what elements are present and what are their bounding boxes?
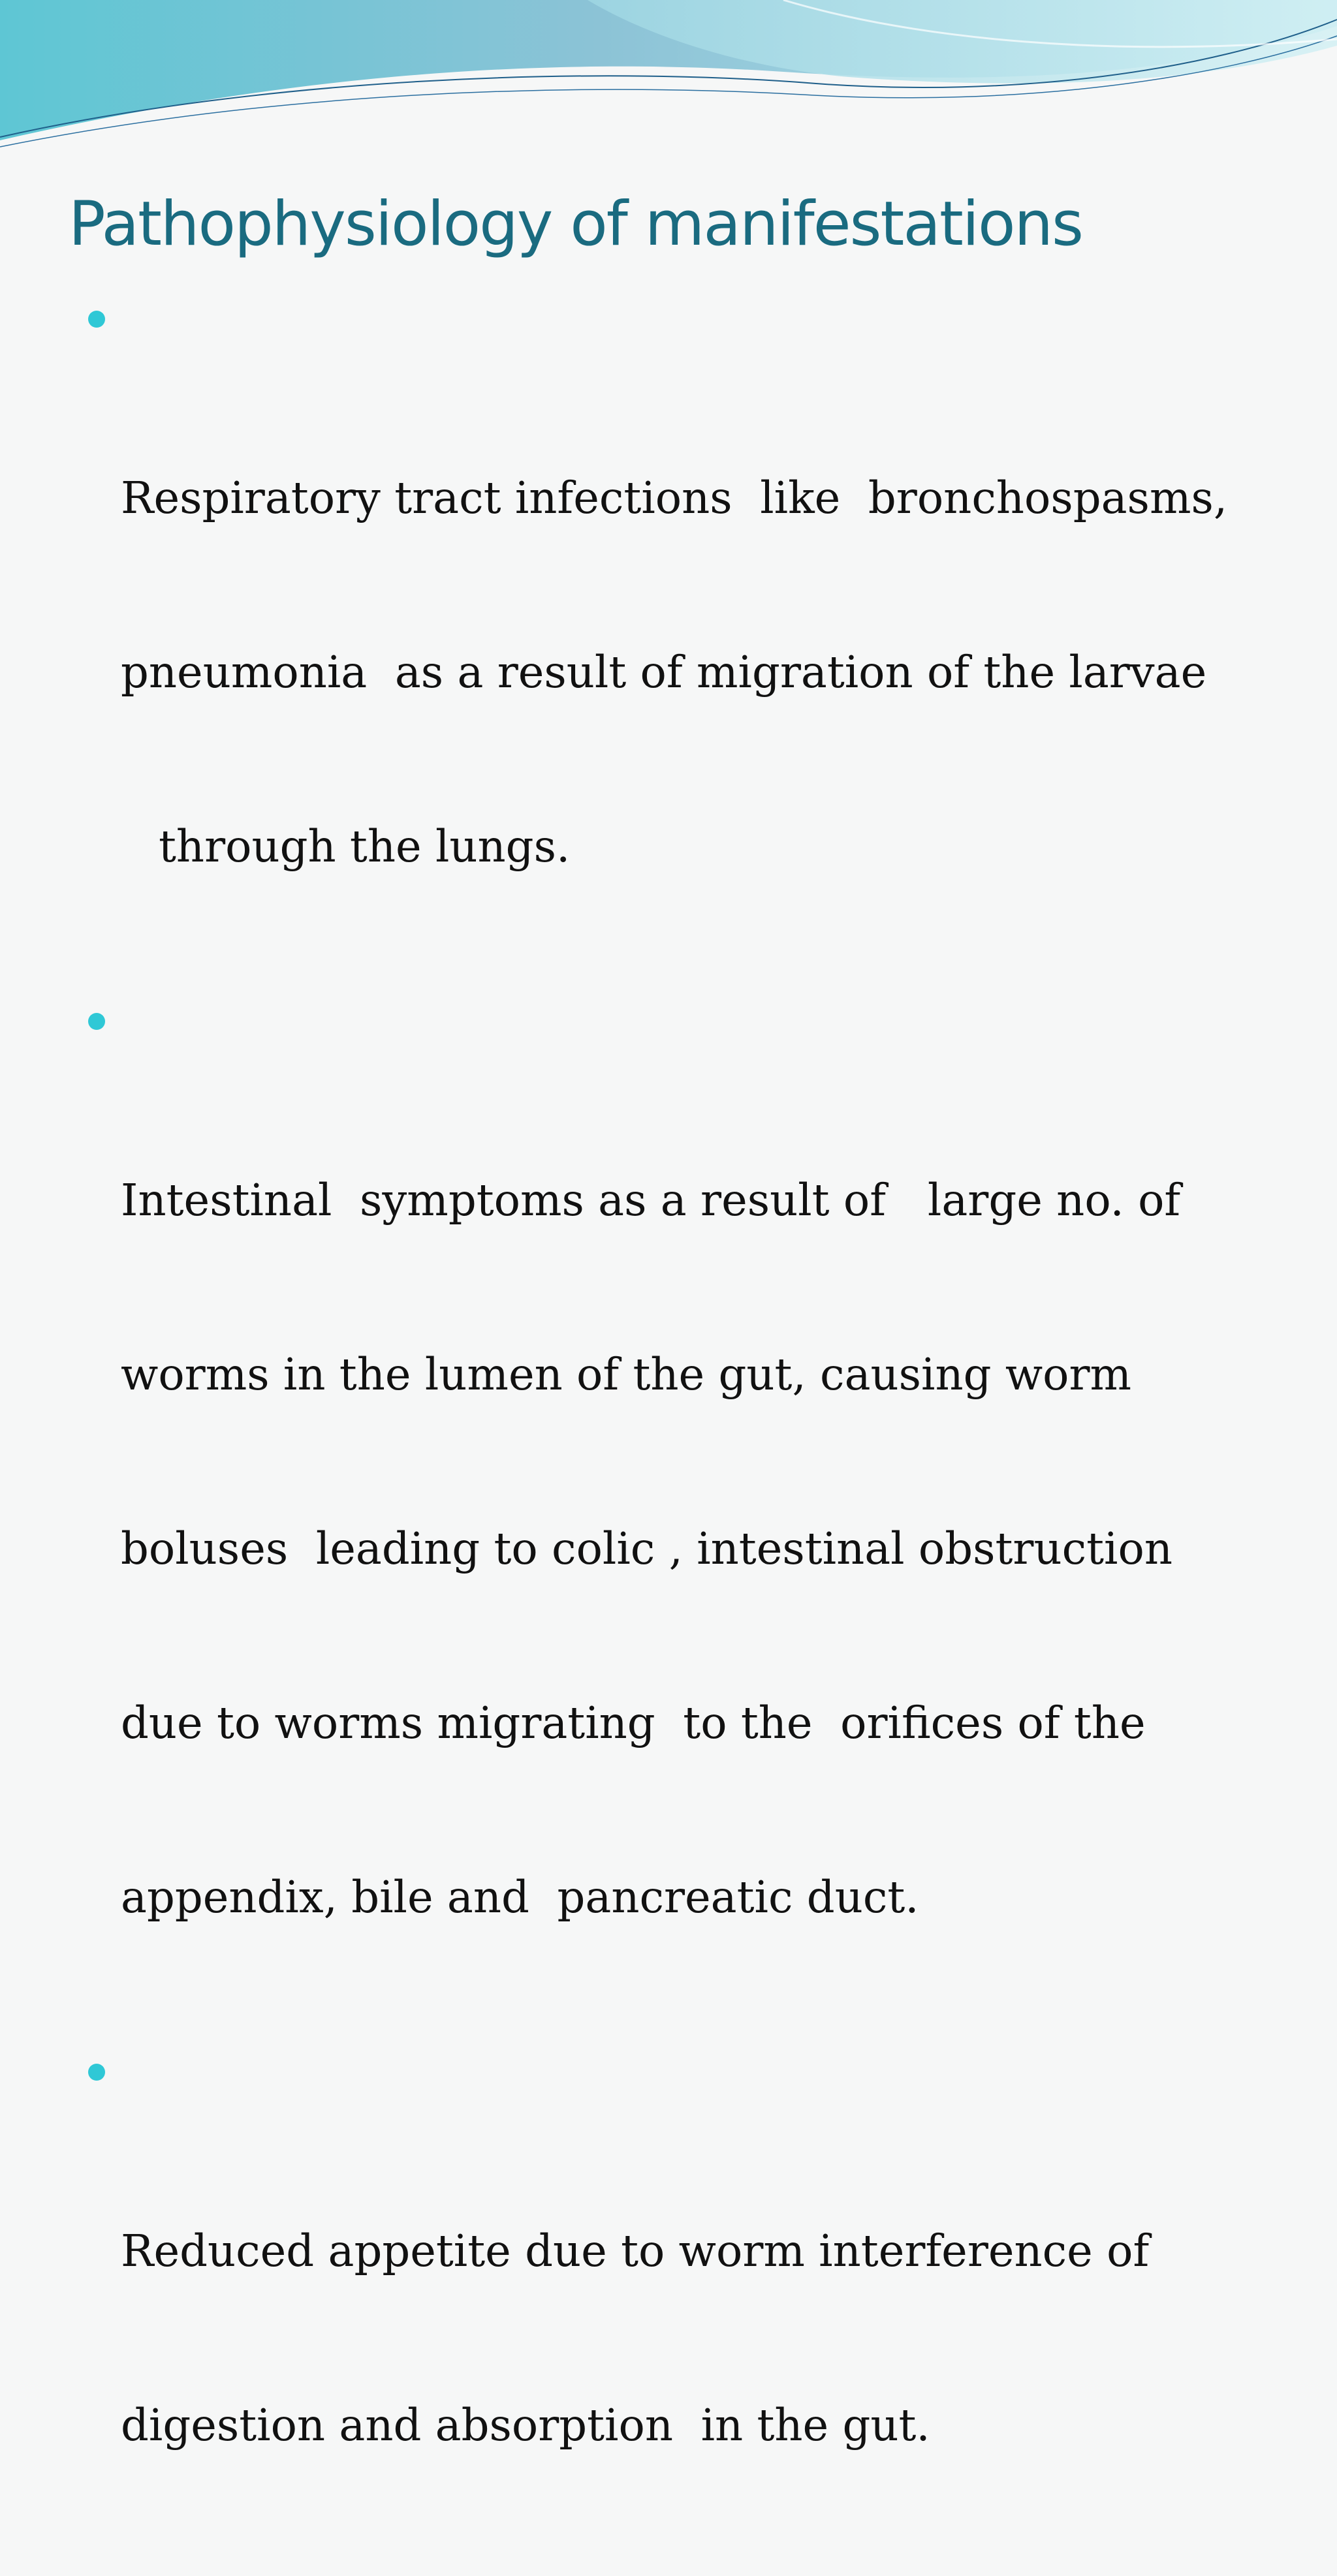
bullet-list bbox=[88, 295, 1315, 2576]
bullet-text-line: appendix, bile and pancreatic duct. bbox=[121, 1872, 919, 1923]
bullet-text-line: due to worms migrating to the orifices of the bbox=[121, 1698, 1146, 1748]
bullet-marker bbox=[88, 1013, 105, 1030]
bullet-text-line: through the lungs. bbox=[159, 821, 571, 872]
bullet-marker bbox=[88, 2064, 105, 2081]
bullet-text-line: digestion and absorption in the gut. bbox=[121, 2400, 930, 2451]
bullet-text-line: Intestinal symptoms as a result of large no. of bbox=[121, 1175, 1181, 1226]
bullet-marker bbox=[88, 311, 105, 328]
bullet-text-line: Reduced appetite due to worm interference of bbox=[121, 2226, 1150, 2276]
bullet-text-line: worms in the lumen of the gut, causing worm bbox=[121, 1349, 1132, 1400]
bullet-item bbox=[88, 2048, 1315, 2571]
header-wave-decoration bbox=[0, 0, 1337, 157]
bullet-item bbox=[88, 295, 1315, 992]
bullet-text-line: pneumonia as a result of migration of the larvae bbox=[121, 647, 1207, 698]
bullet-item bbox=[88, 997, 1315, 2043]
bullet-text-line: boluses leading to colic , intestinal obstruction bbox=[121, 1523, 1172, 1574]
bullet-text-line: Respiratory tract infections like bronchospasms, bbox=[121, 473, 1228, 523]
slide-title: Pathophysiology of manifestations bbox=[69, 189, 1083, 260]
